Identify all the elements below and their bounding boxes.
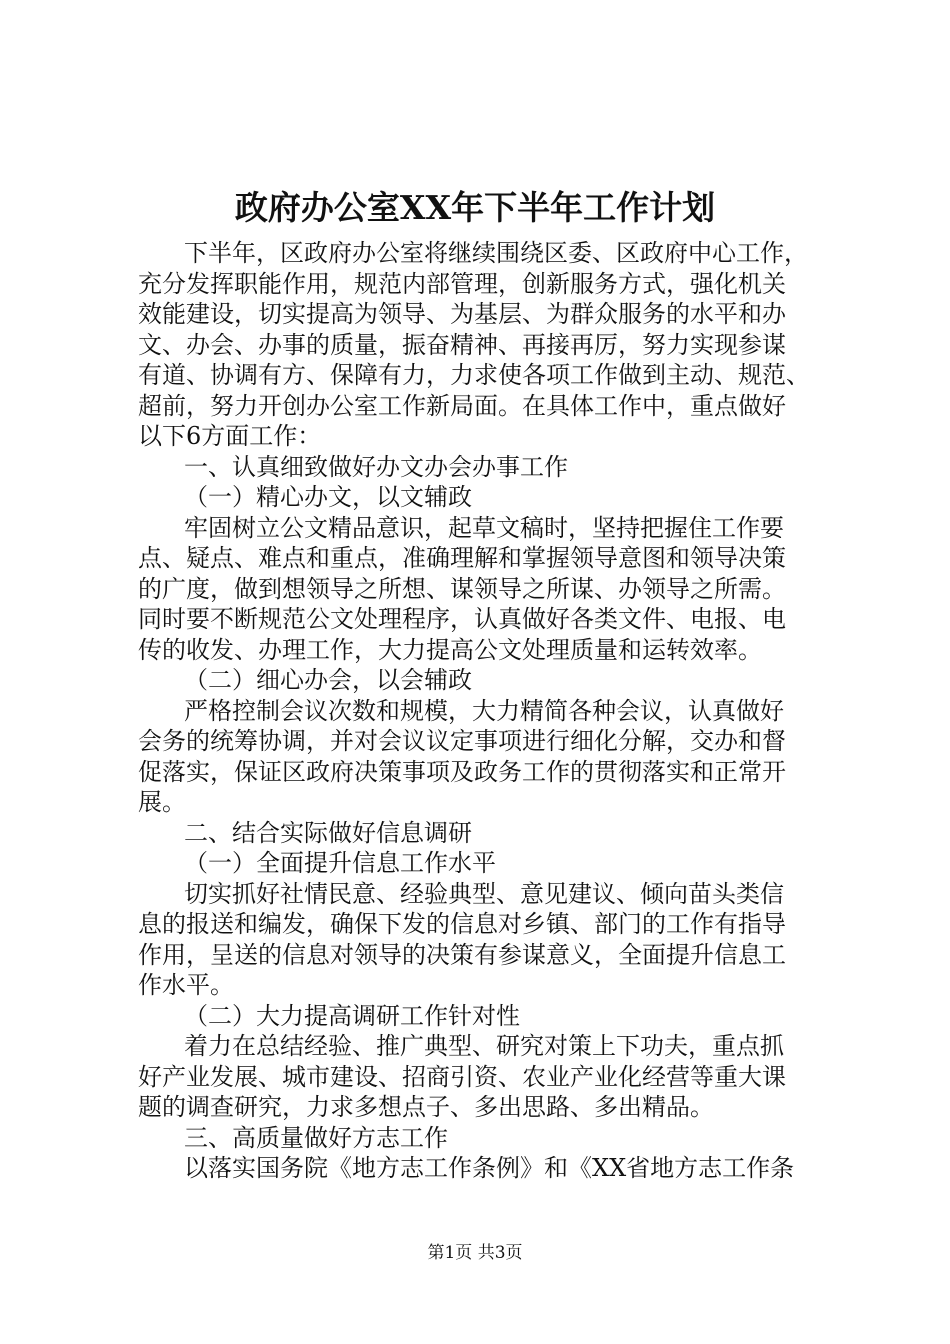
text-line: 会务的统筹协调，并对会议议定事项进行细化分解，交办和督: [138, 727, 786, 755]
text-line: 作用，呈送的信息对领导的决策有参谋意义，全面提升信息工: [138, 940, 786, 969]
text-line: 促落实，保证区政府决策事项及政务工作的贯彻落实和正常开: [138, 757, 786, 786]
text-line: 以落实国务院《地方志工作条例》和《XX省地方志工作条: [184, 1154, 795, 1182]
text-line: 文、办会、办事的质量，振奋精神、再接再厉，努力实现参谋: [138, 330, 786, 359]
document-title: 政府办公室XX年下半年工作计划: [234, 188, 716, 227]
text-line: 切实抓好社情民意、经验典型、意见建议、倾向苗头类信: [184, 879, 784, 908]
text-line: 着力在总结经验、推广典型、研究对策上下功夫，重点抓: [184, 1032, 784, 1060]
text-line: 同时要不断规范公文处理程序，认真做好各类文件、电报、电: [138, 605, 786, 633]
text-line: （二）细心办会，以会辅政: [184, 666, 472, 694]
text-line: 超前，努力开创办公室工作新局面。在具体工作中，重点做好: [138, 391, 786, 420]
text-line: 展。: [138, 788, 186, 816]
text-line: 息的报送和编发，确保下发的信息对乡镇、部门的工作有指导: [138, 910, 786, 938]
page-footer: 第1页 共3页: [427, 1243, 523, 1263]
text-line: 二、结合实际做好信息调研: [184, 818, 472, 847]
text-line: 有道、协调有方、保障有力，力求使各项工作做到主动、规范、: [138, 361, 810, 389]
text-line: 好产业发展、城市建设、招商引资、农业产业化经营等重大课: [138, 1062, 786, 1091]
document-body: [138, 238, 858, 1184]
text-line: 以下6方面工作：: [138, 422, 322, 450]
text-line: 下半年，区政府办公室将继续围绕区委、区政府中心工作，: [184, 239, 808, 267]
text-line: 效能建设，切实提高为领导、为基层、为群众服务的水平和办: [138, 300, 786, 328]
text-line: （一）精心办文，以文辅政: [184, 483, 472, 511]
text-line: 一、认真细致做好办文办会办事工作: [184, 452, 568, 481]
text-line: 传的收发、办理工作，大力提高公文处理质量和运转效率。: [138, 635, 762, 664]
text-line: 三、高质量做好方志工作: [184, 1123, 448, 1152]
text-line: 的广度，做到想领导之所想、谋领导之所谋、办领导之所需。: [138, 574, 786, 603]
text-line: 严格控制会议次数和规模，大力精简各种会议，认真做好: [184, 696, 784, 725]
text-line: 题的调查研究，力求多想点子、多出思路、多出精品。: [138, 1093, 714, 1121]
text-line: （一）全面提升信息工作水平: [184, 849, 496, 877]
text-line: 牢固树立公文精品意识，起草文稿时，坚持把握住工作要: [184, 513, 784, 542]
text-line: 点、疑点、难点和重点，准确理解和掌握领导意图和领导决策: [138, 544, 786, 572]
text-line: 充分发挥职能作用，规范内部管理，创新服务方式，强化机关: [138, 269, 786, 298]
text-line: （二）大力提高调研工作针对性: [184, 1001, 520, 1030]
text-line: 作水平。: [138, 971, 234, 999]
